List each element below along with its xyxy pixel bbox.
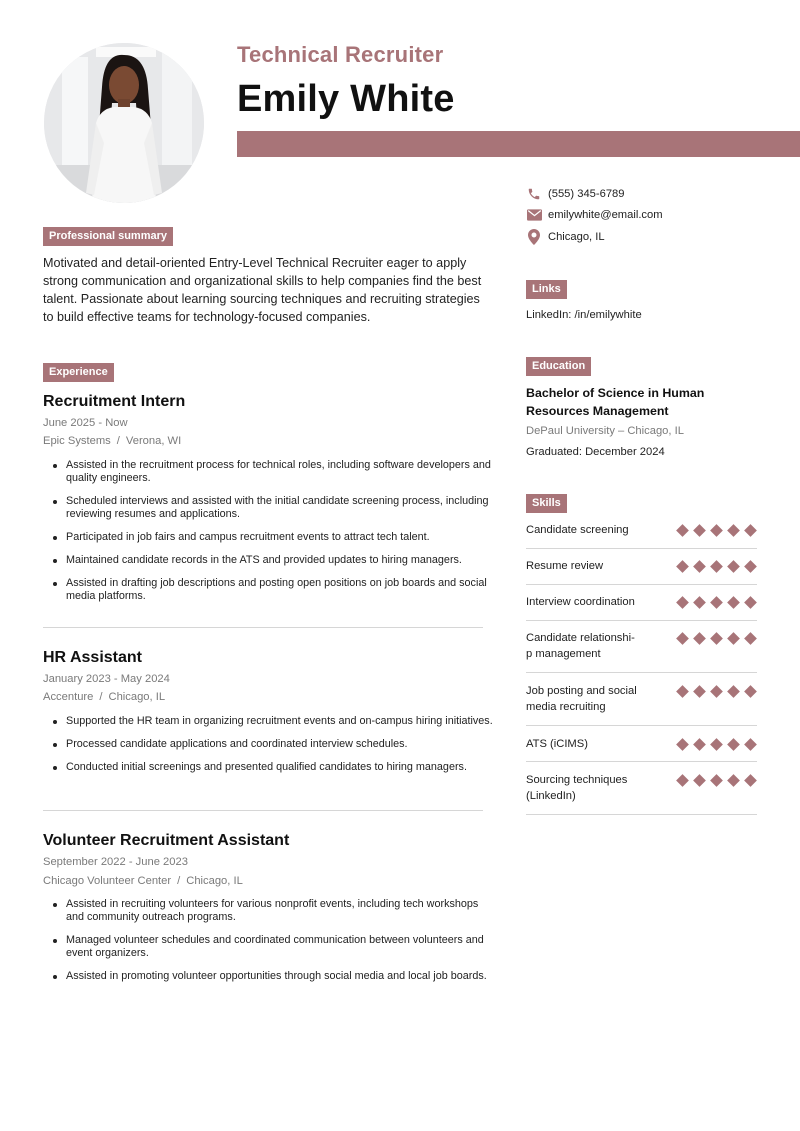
person-photo-illustration (44, 43, 204, 203)
job-location: Chicago, IL (108, 691, 166, 703)
job-company: Epic Systems (43, 435, 111, 447)
contact-location (526, 229, 605, 245)
rating-diamond-icon (727, 524, 740, 537)
phone-icon (526, 186, 542, 202)
skill-name: Sourcing techniques (LinkedIn) (526, 774, 628, 802)
list-item: Assisted in drafting job descriptions and posting open positions on job boards and social media platforms. (43, 577, 495, 603)
rating-diamond-icon (676, 596, 689, 609)
profile-photo (44, 43, 204, 203)
job-dates: January 2023 - May 2024 (43, 673, 170, 685)
skill-row (526, 621, 757, 673)
rating-diamond-icon (693, 632, 706, 645)
job-bullets (43, 459, 495, 613)
candidate-name: Emily White (237, 78, 455, 120)
list-item: Assisted in the recruitment process for technical roles, including software developers and quality engineers. (43, 459, 495, 485)
location-pin-icon (526, 229, 542, 245)
job-dates: June 2025 - Now (43, 417, 128, 429)
location-text: Chicago, IL (548, 231, 605, 243)
contact-email[interactable] (526, 207, 663, 223)
list-item: Assisted in recruiting volunteers for various nonprofit events, including tech workshops and community outreach programs. (43, 898, 495, 924)
section-label-skills: Skills (526, 494, 567, 513)
job-bullets (43, 898, 495, 993)
skill-row (526, 673, 757, 726)
rating-diamond-icon (710, 738, 723, 751)
rating-diamond-icon (693, 560, 706, 573)
rating-diamond-icon (693, 685, 706, 698)
section-label-experience: Experience (43, 363, 114, 382)
job-company-line: Accenture / Chicago, IL (43, 691, 166, 703)
skill-name: ATS (iCIMS) (526, 738, 588, 750)
list-item: Processed candidate applications and coordinated interview schedules. (43, 738, 495, 751)
rating-diamond-icon (744, 596, 757, 609)
rating-diamond-icon (693, 524, 706, 537)
rating-diamond-icon (727, 738, 740, 751)
skill-rating (676, 738, 757, 751)
rating-diamond-icon (710, 560, 723, 573)
phone-text: (555) 345-6789 (548, 188, 625, 200)
rating-diamond-icon (744, 560, 757, 573)
skill-rating (676, 632, 757, 645)
summary-text: Motivated and detail-oriented Entry-Level Technical Recruiter eager to apply strong communication and organizational skills to help companies find the best talent. Passionate about learning sourcing techniques and recruiting strategies to build effective teams for technology-focused companies. (43, 256, 482, 324)
skill-rating (676, 524, 757, 537)
list-item: Participated in job fairs and campus recruitment events to attract tech talent. (43, 531, 495, 544)
rating-diamond-icon (710, 632, 723, 645)
skill-name: Resume review (526, 560, 604, 572)
rating-diamond-icon (727, 774, 740, 787)
skill-row (526, 726, 757, 762)
rating-diamond-icon (744, 774, 757, 787)
rating-diamond-icon (710, 774, 723, 787)
rating-diamond-icon (693, 738, 706, 751)
job-company-line: Chicago Volunteer Center / Chicago, IL (43, 875, 243, 887)
rating-diamond-icon (744, 524, 757, 537)
skill-rating (676, 774, 757, 787)
skill-name: Interview coordination (526, 596, 635, 608)
rating-diamond-icon (676, 774, 689, 787)
skill-rating (676, 560, 757, 573)
skill-name: Candidate screening (526, 524, 629, 536)
rating-diamond-icon (727, 596, 740, 609)
section-label-links: Links (526, 280, 567, 299)
skill-name: Candidate relationshi- p management (526, 632, 635, 660)
rating-diamond-icon (744, 632, 757, 645)
job-role: Volunteer Recruitment Assistant (43, 832, 290, 849)
rating-diamond-icon (676, 524, 689, 537)
rating-diamond-icon (693, 774, 706, 787)
education-graduated: Graduated: December 2024 (526, 446, 665, 458)
job-role: HR Assistant (43, 649, 142, 666)
skill-name: Job posting and social media recruiting (526, 685, 637, 713)
skill-rating (676, 685, 757, 698)
rating-diamond-icon (710, 685, 723, 698)
list-item: Supported the HR team in organizing recruitment events and on-campus hiring initiatives. (43, 715, 495, 728)
divider (43, 810, 483, 811)
job-company: Chicago Volunteer Center (43, 875, 172, 887)
skill-row (526, 585, 757, 621)
contact-phone[interactable] (526, 186, 625, 202)
list-item: Conducted initial screenings and presented qualified candidates to hiring managers. (43, 761, 495, 774)
education-school: DePaul University – Chicago, IL (526, 425, 684, 437)
job-bullets (43, 715, 495, 784)
skill-rating (676, 596, 757, 609)
rating-diamond-icon (744, 738, 757, 751)
rating-diamond-icon (710, 524, 723, 537)
rating-diamond-icon (676, 738, 689, 751)
skill-row (526, 514, 757, 549)
rating-diamond-icon (676, 560, 689, 573)
job-company-line: Epic Systems / Verona, WI (43, 435, 182, 447)
skill-row (526, 549, 757, 585)
job-dates: September 2022 - June 2023 (43, 856, 188, 868)
linkedin-link[interactable]: LinkedIn: /in/emilywhite (526, 309, 642, 321)
rating-diamond-icon (727, 685, 740, 698)
job-title: Technical Recruiter (237, 42, 444, 67)
rating-diamond-icon (710, 596, 723, 609)
rating-diamond-icon (744, 685, 757, 698)
list-item: Assisted in promoting volunteer opportunities through social media and local job boards. (43, 970, 495, 983)
email-icon (526, 207, 542, 223)
rating-diamond-icon (727, 560, 740, 573)
job-location: Chicago, IL (186, 875, 243, 887)
rating-diamond-icon (676, 685, 689, 698)
email-text: emilywhite@email.com (548, 209, 663, 221)
list-item: Maintained candidate records in the ATS and provided updates to hiring managers. (43, 554, 495, 567)
list-item: Scheduled interviews and assisted with the initial candidate screening process, including reviewing resumes and applications. (43, 495, 495, 521)
divider (43, 627, 483, 628)
job-company: Accenture (43, 691, 94, 703)
skill-row (526, 762, 757, 815)
rating-diamond-icon (693, 596, 706, 609)
education-degree: Bachelor of Science in Human Resources Management (526, 386, 705, 418)
rating-diamond-icon (676, 632, 689, 645)
job-location: Verona, WI (125, 435, 182, 447)
section-label-summary: Professional summary (43, 227, 173, 246)
rating-diamond-icon (727, 632, 740, 645)
section-label-education: Education (526, 357, 591, 376)
list-item: Managed volunteer schedules and coordinated communication between volunteers and event organizers. (43, 934, 495, 960)
job-role: Recruitment Intern (43, 393, 186, 410)
header-accent-bar (237, 131, 800, 157)
